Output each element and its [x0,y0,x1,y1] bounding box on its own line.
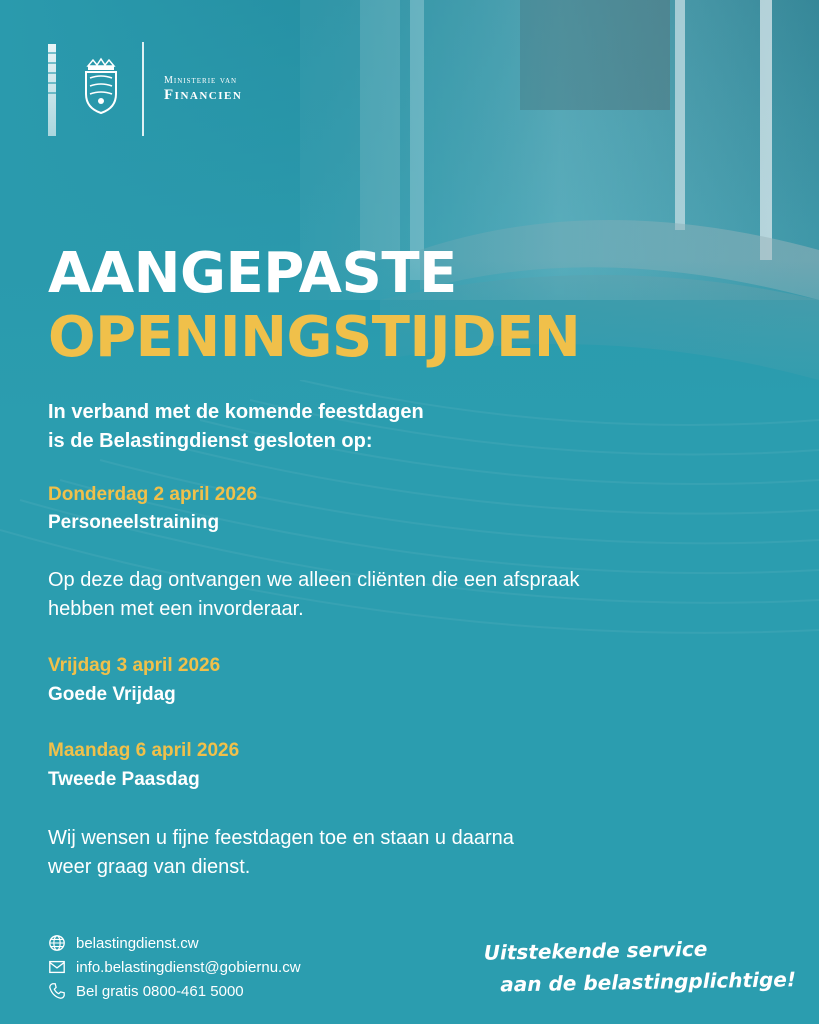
closing-line2: weer graag van dienst. [48,856,251,878]
contact-email[interactable] [48,958,301,976]
page-title-line2: OPENINGSTIJDEN [48,305,581,370]
closure-date-2: Vrijdag 3 april 2026 [48,655,221,676]
closure-date-3: Maandag 6 april 2026 [48,740,240,761]
closing-line1: Wij wensen u fijne feestdagen toe en staan u daarna [48,827,514,849]
phone-text[interactable]: Bel gratis 0800-461 5000 [76,982,244,1000]
slogan [483,931,796,1000]
intro-line1: In verband met de komende feestdagen [48,401,424,423]
closure-reason-3: Tweede Paasdag [48,769,200,790]
intro-text [48,398,648,456]
phone-icon [48,982,66,1000]
slogan-line1: Uitstekende service [483,936,708,965]
closing-text [48,824,748,882]
page-title-line1: AANGEPASTE [48,241,457,306]
closure-reason-1: Personeelstraining [48,512,220,533]
note-line2: hebben met een invorderaar. [48,598,304,620]
slogan-line2: aan de belastingplichtige! [500,967,797,997]
intro-line2: is de Belastingdienst gesloten op: [48,430,373,452]
note-line1: Op deze dag ontvangen we alleen cliënten die een afspraak [48,569,580,591]
ministry-label-big: Financien [164,87,243,103]
contact-website[interactable] [48,934,199,952]
ministry-label-small: Ministerie van [164,75,238,86]
logo-divider [142,42,144,136]
website-text[interactable]: belastingdienst.cw [76,934,199,952]
coat-of-arms-icon [80,56,122,116]
closure-date-1: Donderdag 2 april 2026 [48,484,258,505]
globe-icon [48,934,66,952]
envelope-icon [48,958,66,976]
note-text [48,566,748,624]
closure-reason-2: Goede Vrijdag [48,684,176,705]
logo-stripe [48,44,56,136]
email-text[interactable]: info.belastingdienst@gobiernu.cw [76,958,301,976]
contact-phone[interactable] [48,982,244,1000]
